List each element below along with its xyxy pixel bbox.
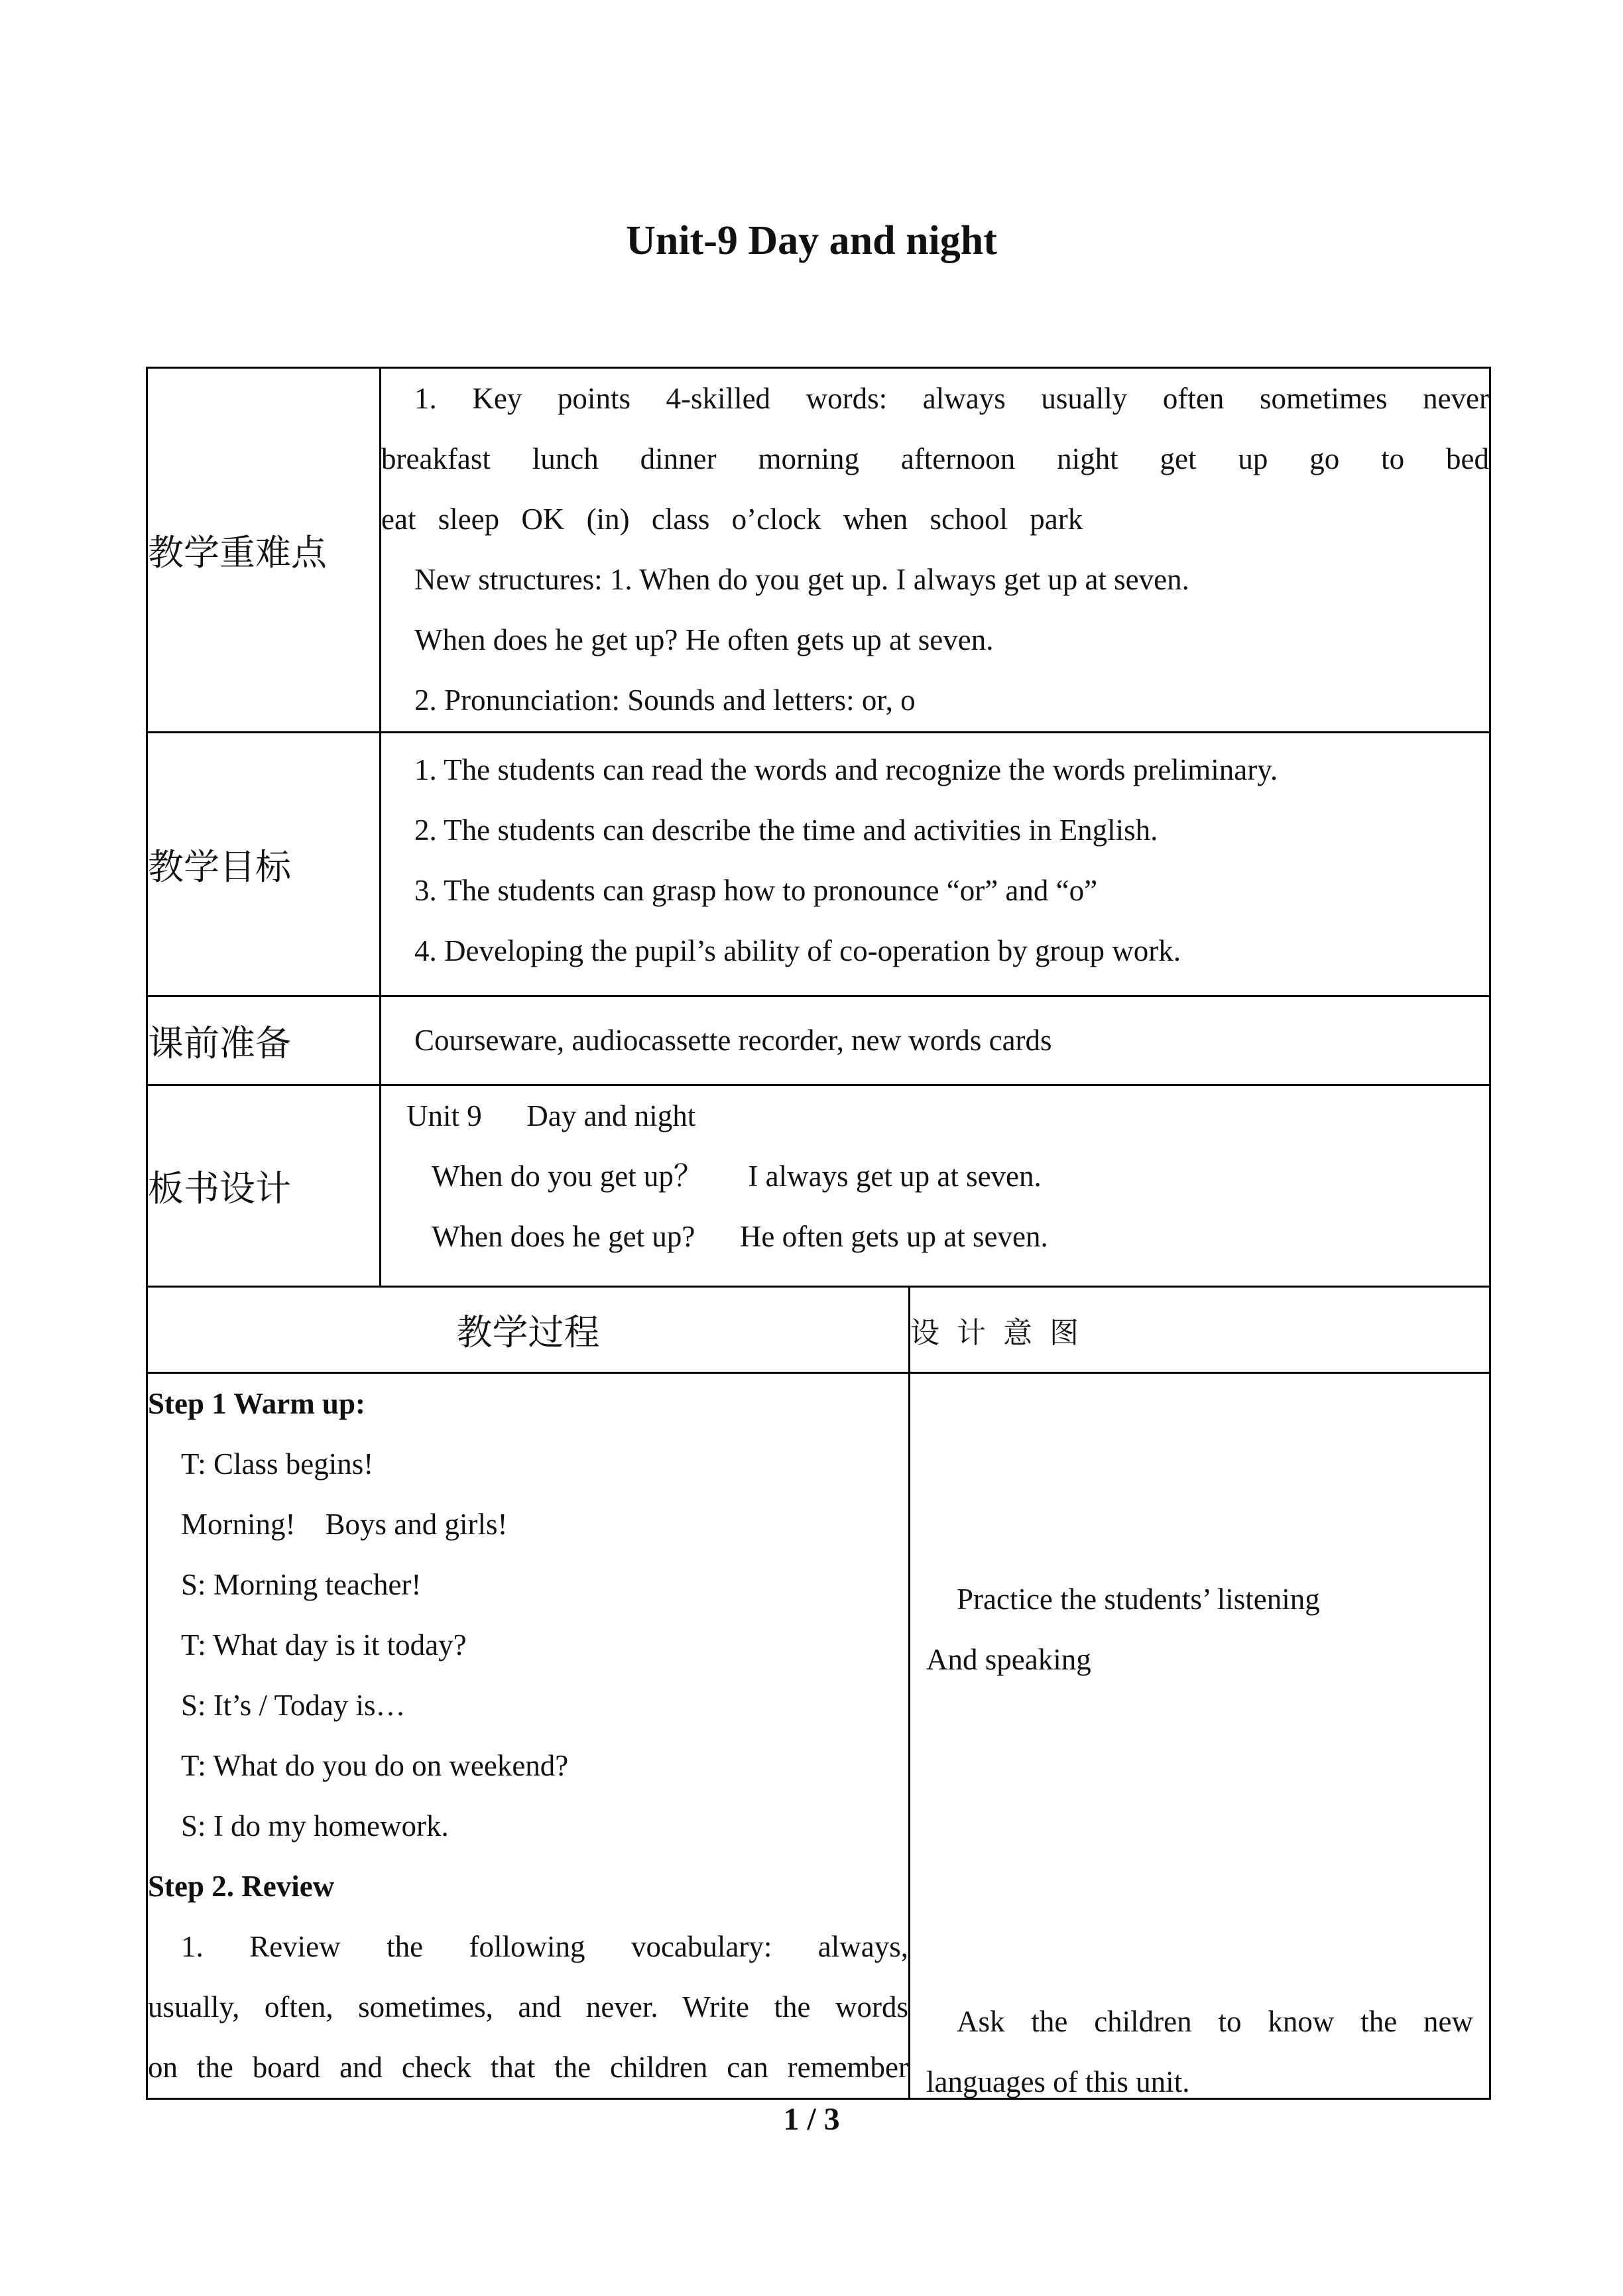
content-preparation xyxy=(381,997,1490,1085)
row-objectives xyxy=(147,733,1490,997)
step1-title: Step 1 Warm up: xyxy=(148,1387,365,1420)
content-board-design xyxy=(381,1085,1490,1287)
step1-line: S: I do my homework. xyxy=(181,1809,449,1843)
intent2-line: languages of this unit. xyxy=(926,2065,1190,2098)
key-points-line: When does he get up? He often gets up at seven. xyxy=(414,623,994,656)
label-key-points: 教学重难点 xyxy=(147,368,381,733)
key-points-line: eat sleep OK (in) class o’clock when school park xyxy=(381,503,1083,536)
objective-line: 4. Developing the pupil’s ability of co-operation by group work. xyxy=(414,934,1181,967)
objective-line: 1. The students can read the words and recognize the words preliminary. xyxy=(414,753,1278,786)
row-board-design xyxy=(147,1085,1490,1287)
content-key-points xyxy=(381,368,1490,733)
step2-line: 1. Review the following vocabulary: always, xyxy=(181,1930,908,1963)
board-line: When does he get up? He often gets up at seven. xyxy=(432,1220,1048,1253)
step1-line: S: Morning teacher! xyxy=(181,1568,422,1601)
key-points-line: breakfast lunch dinner morning afternoon night get up go to bed xyxy=(381,442,1490,475)
document-title: Unit-9 Day and night xyxy=(626,218,997,263)
board-line: Unit 9 Day and night xyxy=(406,1099,696,1132)
row-process-header xyxy=(147,1287,1490,1373)
step1-line: T: Class begins! xyxy=(181,1447,374,1480)
key-points-line: 2. Pronunciation: Sounds and letters: or, o xyxy=(414,684,916,717)
lesson-plan-table xyxy=(146,367,1491,2100)
step2-line: usually, often, sometimes, and never. Write the words xyxy=(148,1990,908,2024)
row-process-body xyxy=(147,1373,1490,2099)
row-key-points xyxy=(147,368,1490,733)
step1-line: T: What day is it today? xyxy=(181,1628,467,1662)
intent-header: 设计意图 xyxy=(910,1287,1490,1373)
step2-line: on the board and check that the children can remember xyxy=(148,2051,908,2084)
label-board-design: 板书设计 xyxy=(147,1085,381,1287)
process-steps xyxy=(147,1373,910,2099)
content-objectives xyxy=(381,733,1490,997)
objective-line: 3. The students can grasp how to pronounce “or” and “o” xyxy=(414,874,1098,907)
intent2-line: Ask the children to know the new xyxy=(957,2005,1474,2038)
label-preparation: 课前准备 xyxy=(147,997,381,1085)
label-objectives: 教学目标 xyxy=(147,733,381,997)
key-points-line: New structures: 1. When do you get up. I always get up at seven. xyxy=(414,563,1189,596)
preparation-text: Courseware, audiocassette recorder, new words cards xyxy=(414,1024,1052,1057)
step1-line: S: It’s / Today is… xyxy=(181,1689,406,1722)
step2-title: Step 2. Review xyxy=(148,1870,335,1903)
step1-line: T: What do you do on weekend? xyxy=(181,1749,569,1782)
process-header: 教学过程 xyxy=(147,1287,910,1373)
objective-line: 2. The students can describe the time and activities in English. xyxy=(414,814,1158,847)
row-preparation xyxy=(147,997,1490,1085)
intent1-line: Practice the students’ listening xyxy=(957,1583,1320,1616)
board-line: When do you get up？ I always get up at seven. xyxy=(432,1160,1042,1193)
intent1-line: And speaking xyxy=(926,1643,1091,1676)
step1-line: Morning! Boys and girls! xyxy=(181,1508,508,1541)
key-points-line: 1. Key points 4-skilled words: always usually often sometimes never xyxy=(414,382,1490,415)
page-number: 1 / 3 xyxy=(783,2102,840,2137)
design-intent xyxy=(910,1373,1490,2099)
